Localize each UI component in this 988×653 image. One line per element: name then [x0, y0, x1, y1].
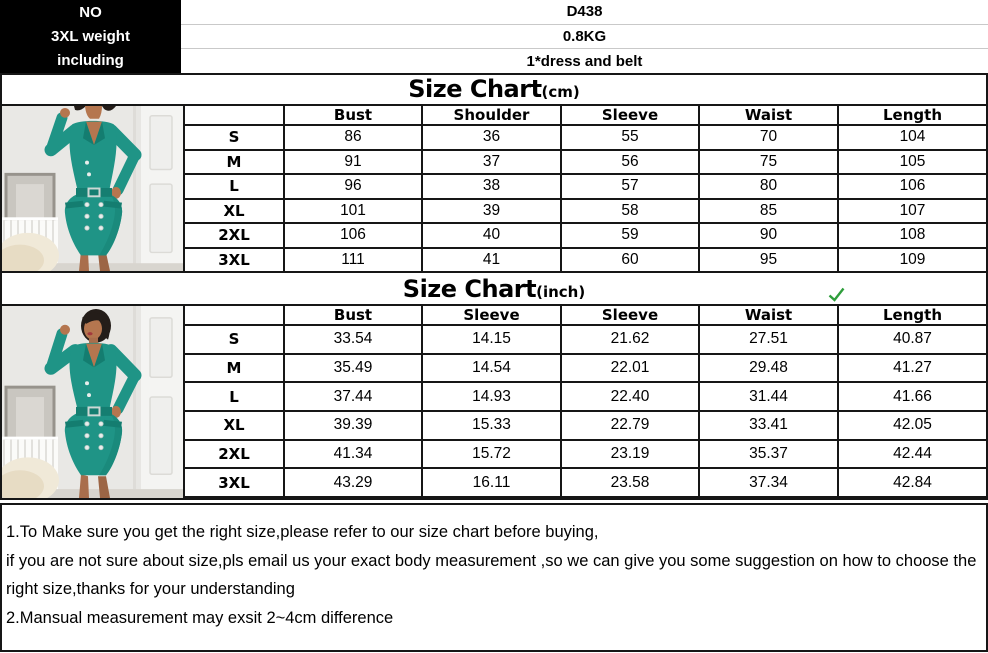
value-cell: 80 [699, 174, 838, 199]
column-header-bust: Bust [284, 105, 422, 125]
value-cell: 101 [284, 199, 422, 224]
value-cell: 22.79 [561, 411, 699, 440]
value-cell: 41.66 [838, 382, 987, 411]
value-cell: 37 [422, 150, 561, 175]
value-cell: 111 [284, 248, 422, 273]
size-cell: XL [184, 411, 284, 440]
table-row-xl [184, 411, 987, 440]
column-header-sleeve-2: Sleeve [561, 305, 699, 325]
model-photo-illustration [2, 306, 183, 498]
value-cell: 55 [561, 125, 699, 150]
value-cell: 41.34 [284, 440, 422, 469]
value-cell: 14.93 [422, 382, 561, 411]
size-cell: XL [184, 199, 284, 224]
title-unit: (cm) [541, 83, 580, 101]
size-cell: S [184, 125, 284, 150]
column-header-waist: Waist [699, 305, 838, 325]
size-chart-section [0, 73, 988, 500]
value-cell: 15.33 [422, 411, 561, 440]
value-cell: 90 [699, 223, 838, 248]
note-line-3: right size,thanks for your understanding [6, 580, 295, 598]
value-cell: 36 [422, 125, 561, 150]
size-cell: 2XL [184, 440, 284, 469]
column-header-sleeve: Sleeve [561, 105, 699, 125]
value-cell: 86 [284, 125, 422, 150]
value-cell: 41 [422, 248, 561, 273]
value-cell: 85 [699, 199, 838, 224]
value-cell: 104 [838, 125, 987, 150]
value-cell: 14.54 [422, 354, 561, 383]
table-row-3xl [184, 468, 987, 497]
size-cell: M [184, 150, 284, 175]
value-cell: 41.27 [838, 354, 987, 383]
value-cell: 33.54 [284, 325, 422, 354]
value-cell: 40 [422, 223, 561, 248]
value-cell: 70 [699, 125, 838, 150]
value-cell: 57 [561, 174, 699, 199]
value-cell: 31.44 [699, 382, 838, 411]
value-cell: 27.51 [699, 325, 838, 354]
column-header [184, 105, 284, 125]
green-check-mark-icon [828, 287, 845, 302]
value-cell: 29.48 [699, 354, 838, 383]
value-cell: 96 [284, 174, 422, 199]
value-cell: 95 [699, 248, 838, 273]
info-value-contents: 1*dress and belt [526, 52, 643, 70]
cm-header-row [184, 105, 987, 125]
value-cell: 39 [422, 199, 561, 224]
size-cell: M [184, 354, 284, 383]
value-cell: 107 [838, 199, 987, 224]
value-cell: 23.58 [561, 468, 699, 497]
value-cell: 38 [422, 174, 561, 199]
value-cell: 106 [838, 174, 987, 199]
value-cell: 33.41 [699, 411, 838, 440]
info-label-column [0, 0, 181, 73]
size-chart-inch-table [183, 304, 988, 498]
table-row-l [184, 174, 987, 199]
info-label-including: including [57, 52, 124, 70]
info-value-weight: 0.8KG [181, 25, 988, 50]
value-cell: 14.15 [422, 325, 561, 354]
value-cell: 75 [699, 150, 838, 175]
column-header-waist: Waist [699, 105, 838, 125]
value-cell: 35.49 [284, 354, 422, 383]
table-row-s [184, 325, 987, 354]
table-row-m [184, 354, 987, 383]
table-row-m [184, 150, 987, 175]
size-chart-cm-table [183, 104, 988, 273]
note-line-2: if you are not sure about size,pls email us your exact body measurement ,so we can give you some suggestion on how to choose the [6, 551, 977, 570]
value-cell: 42.44 [838, 440, 987, 469]
size-cell: L [184, 174, 284, 199]
value-cell: 108 [838, 223, 987, 248]
value-cell: 39.39 [284, 411, 422, 440]
value-cell: 42.84 [838, 468, 987, 497]
table-row-3xl [184, 248, 987, 273]
title-unit: (inch) [536, 283, 586, 301]
info-value-model: D438 [181, 0, 988, 25]
note-line-1: 1.To Make sure you get the right size,please refer to our size chart before buying, [6, 523, 599, 541]
value-cell: 109 [838, 248, 987, 273]
table-row-2xl [184, 223, 987, 248]
table-row-xl [184, 199, 987, 224]
value-cell: 22.01 [561, 354, 699, 383]
column-header-bust: Bust [284, 305, 422, 325]
column-header-length: Length [838, 105, 987, 125]
sizing-notes [0, 503, 988, 652]
value-cell: 43.29 [284, 468, 422, 497]
size-cell: 3XL [184, 248, 284, 273]
value-cell: 37.44 [284, 382, 422, 411]
value-cell: 21.62 [561, 325, 699, 354]
value-cell: 106 [284, 223, 422, 248]
value-cell: 35.37 [699, 440, 838, 469]
value-cell: 37.34 [699, 468, 838, 497]
value-cell: 58 [561, 199, 699, 224]
column-header-shoulder: Shoulder [422, 105, 561, 125]
value-cell: 15.72 [422, 440, 561, 469]
title-text: Size Chart [408, 75, 542, 103]
size-cell: S [184, 325, 284, 354]
value-cell: 16.11 [422, 468, 561, 497]
info-value-column [181, 0, 988, 73]
size-chart-cm-title [2, 75, 986, 104]
product-info-table [0, 0, 988, 73]
size-cell: 3XL [184, 468, 284, 497]
column-header-sleeve-1: Sleeve [422, 305, 561, 325]
column-header-length: Length [838, 305, 987, 325]
size-cell: L [184, 382, 284, 411]
value-cell: 23.19 [561, 440, 699, 469]
value-cell: 56 [561, 150, 699, 175]
value-cell: 60 [561, 248, 699, 273]
info-label-no: NO [79, 3, 102, 21]
size-cell: 2XL [184, 223, 284, 248]
title-text: Size Chart [402, 275, 537, 303]
table-row-2xl [184, 440, 987, 469]
product-photo-top [2, 104, 183, 273]
value-cell: 59 [561, 223, 699, 248]
inch-header-row [184, 305, 987, 325]
value-cell: 42.05 [838, 411, 987, 440]
info-label-weight: 3XL weight [51, 27, 130, 45]
table-row-l [184, 382, 987, 411]
column-header [184, 305, 284, 325]
product-photo-bottom [2, 304, 183, 498]
model-photo-illustration [2, 106, 183, 271]
note-line-4: 2.Mansual measurement may exsit 2~4cm difference [6, 608, 394, 627]
value-cell: 91 [284, 150, 422, 175]
value-cell: 22.40 [561, 382, 699, 411]
table-row-s [184, 125, 987, 150]
value-cell: 105 [838, 150, 987, 175]
value-cell: 40.87 [838, 325, 987, 354]
